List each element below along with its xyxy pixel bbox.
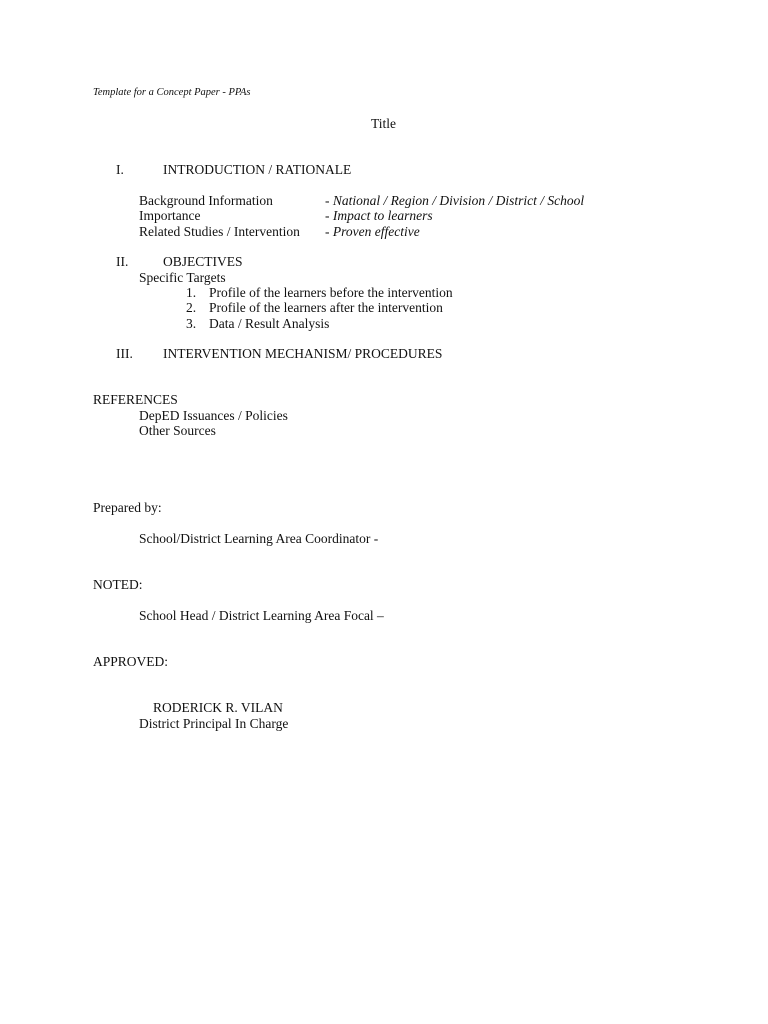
list-item: Profile of the learners before the intervention	[209, 285, 453, 300]
section-heading: INTERVENTION MECHANISM/ PROCEDURES	[163, 346, 443, 361]
document-title: Title	[371, 116, 397, 131]
noted-label: NOTED:	[93, 577, 143, 592]
approver-position: District Principal In Charge	[139, 716, 289, 731]
row-label: Importance	[139, 208, 201, 223]
approver-name: RODERICK R. VILAN	[153, 700, 283, 715]
section-numeral: II.	[116, 254, 129, 269]
section-subheading: Specific Targets	[139, 270, 226, 285]
list-item-number: 1.	[186, 285, 197, 300]
list-item-number: 3.	[186, 316, 197, 331]
references-heading: REFERENCES	[93, 392, 178, 407]
prepared-by-label: Prepared by:	[93, 500, 162, 515]
header-note: Template for a Concept Paper - PPAs	[93, 87, 251, 98]
prepared-by-role: School/District Learning Area Coordinator -	[139, 531, 379, 546]
reference-item: Other Sources	[139, 423, 216, 438]
approved-label: APPROVED:	[93, 654, 169, 669]
reference-item: DepED Issuances / Policies	[139, 408, 288, 423]
section-heading: INTRODUCTION / RATIONALE	[163, 162, 352, 177]
row-value: - Proven effective	[325, 224, 420, 239]
section-numeral: I.	[116, 162, 124, 177]
row-value: - National / Region / Division / District / School	[325, 193, 585, 208]
list-item: Data / Result Analysis	[209, 316, 330, 331]
noted-role: School Head / District Learning Area Focal –	[139, 608, 384, 623]
row-value: - Impact to learners	[325, 208, 433, 223]
row-label: Background Information	[139, 193, 273, 208]
row-label: Related Studies / Intervention	[139, 224, 300, 239]
section-numeral: III.	[116, 346, 133, 361]
list-item: Profile of the learners after the intervention	[209, 300, 443, 315]
section-heading: OBJECTIVES	[163, 254, 243, 269]
list-item-number: 2.	[186, 300, 197, 315]
